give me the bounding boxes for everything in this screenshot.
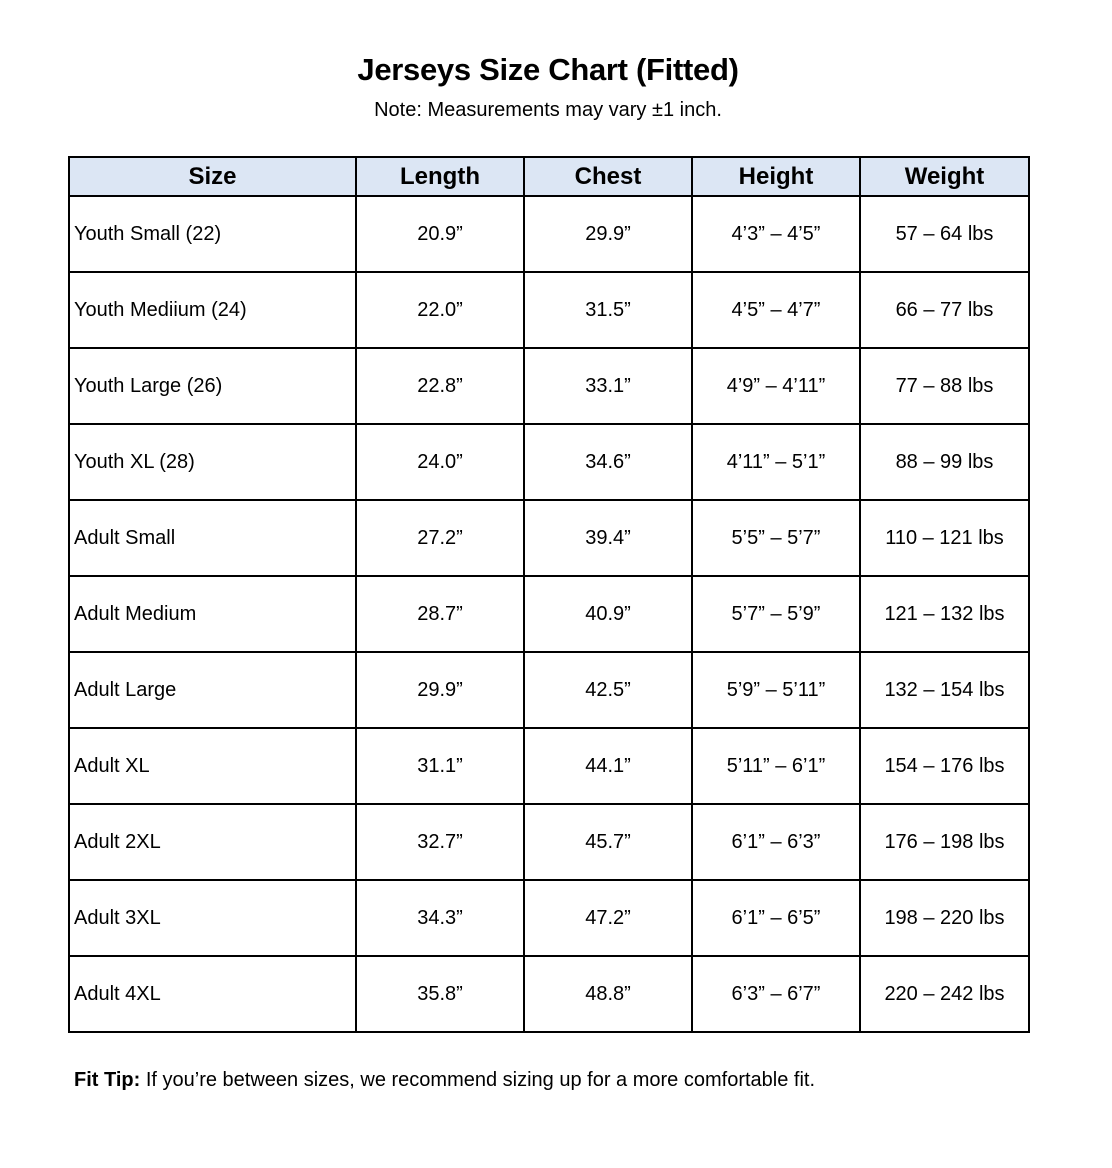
height-cell: 5’9” – 5’11” xyxy=(692,652,860,728)
height-cell: 4’9” – 4’11” xyxy=(692,348,860,424)
chest-cell: 31.5” xyxy=(524,272,692,348)
chest-cell: 39.4” xyxy=(524,500,692,576)
header-weight: Weight xyxy=(860,157,1029,196)
weight-cell: 176 – 198 lbs xyxy=(860,804,1029,880)
length-cell: 31.1” xyxy=(356,728,524,804)
size-cell: Youth Large (26) xyxy=(69,348,356,424)
size-cell: Adult 2XL xyxy=(69,804,356,880)
page-title: Jerseys Size Chart (Fitted) xyxy=(357,52,739,87)
size-cell: Adult 4XL xyxy=(69,956,356,1032)
chest-cell: 29.9” xyxy=(524,196,692,272)
header-size: Size xyxy=(69,157,356,196)
length-cell: 28.7” xyxy=(356,576,524,652)
size-cell: Adult XL xyxy=(69,728,356,804)
size-cell: Adult 3XL xyxy=(69,880,356,956)
length-cell: 34.3” xyxy=(356,880,524,956)
table-row xyxy=(69,728,1029,804)
length-cell: 35.8” xyxy=(356,956,524,1032)
chest-cell: 47.2” xyxy=(524,880,692,956)
height-cell: 5’5” – 5’7” xyxy=(692,500,860,576)
size-cell: Adult Large xyxy=(69,652,356,728)
size-chart-table xyxy=(68,156,1030,1033)
table-row xyxy=(69,652,1029,728)
length-cell: 32.7” xyxy=(356,804,524,880)
height-cell: 4’3” – 4’5” xyxy=(692,196,860,272)
height-cell: 5’7” – 5’9” xyxy=(692,576,860,652)
header-height: Height xyxy=(692,157,860,196)
chest-cell: 44.1” xyxy=(524,728,692,804)
weight-cell: 121 – 132 lbs xyxy=(860,576,1029,652)
size-cell: Youth XL (28) xyxy=(69,424,356,500)
length-cell: 20.9” xyxy=(356,196,524,272)
length-cell: 22.8” xyxy=(356,348,524,424)
length-cell: 24.0” xyxy=(356,424,524,500)
measurement-note: Note: Measurements may vary ±1 inch. xyxy=(374,99,722,121)
height-cell: 4’11” – 5’1” xyxy=(692,424,860,500)
table-row xyxy=(69,956,1029,1032)
weight-cell: 77 – 88 lbs xyxy=(860,348,1029,424)
table-row xyxy=(69,576,1029,652)
weight-cell: 132 – 154 lbs xyxy=(860,652,1029,728)
weight-cell: 110 – 121 lbs xyxy=(860,500,1029,576)
length-cell: 29.9” xyxy=(356,652,524,728)
table-row xyxy=(69,880,1029,956)
header-length: Length xyxy=(356,157,524,196)
size-cell: Adult Small xyxy=(69,500,356,576)
weight-cell: 88 – 99 lbs xyxy=(860,424,1029,500)
size-cell: Adult Medium xyxy=(69,576,356,652)
height-cell: 6’1” – 6’5” xyxy=(692,880,860,956)
fit-tip-label: Fit Tip: xyxy=(74,1069,141,1091)
fit-tip xyxy=(74,1066,815,1094)
size-cell: Youth Small (22) xyxy=(69,196,356,272)
length-cell: 27.2” xyxy=(356,500,524,576)
table-row xyxy=(69,804,1029,880)
weight-cell: 66 – 77 lbs xyxy=(860,272,1029,348)
chest-cell: 34.6” xyxy=(524,424,692,500)
table-header-row xyxy=(69,157,1029,196)
chest-cell: 48.8” xyxy=(524,956,692,1032)
table-row xyxy=(69,196,1029,272)
table-row xyxy=(69,500,1029,576)
table-row xyxy=(69,272,1029,348)
table-row xyxy=(69,424,1029,500)
length-cell: 22.0” xyxy=(356,272,524,348)
height-cell: 5’11” – 6’1” xyxy=(692,728,860,804)
weight-cell: 57 – 64 lbs xyxy=(860,196,1029,272)
weight-cell: 198 – 220 lbs xyxy=(860,880,1029,956)
chest-cell: 40.9” xyxy=(524,576,692,652)
fit-tip-text: If you’re between sizes, we recommend sizing up for a more comfortable fit. xyxy=(140,1069,816,1091)
weight-cell: 154 – 176 lbs xyxy=(860,728,1029,804)
height-cell: 6’1” – 6’3” xyxy=(692,804,860,880)
chest-cell: 33.1” xyxy=(524,348,692,424)
header-chest: Chest xyxy=(524,157,692,196)
chest-cell: 45.7” xyxy=(524,804,692,880)
height-cell: 4’5” – 4’7” xyxy=(692,272,860,348)
chest-cell: 42.5” xyxy=(524,652,692,728)
weight-cell: 220 – 242 lbs xyxy=(860,956,1029,1032)
size-cell: Youth Mediium (24) xyxy=(69,272,356,348)
table-row xyxy=(69,348,1029,424)
height-cell: 6’3” – 6’7” xyxy=(692,956,860,1032)
